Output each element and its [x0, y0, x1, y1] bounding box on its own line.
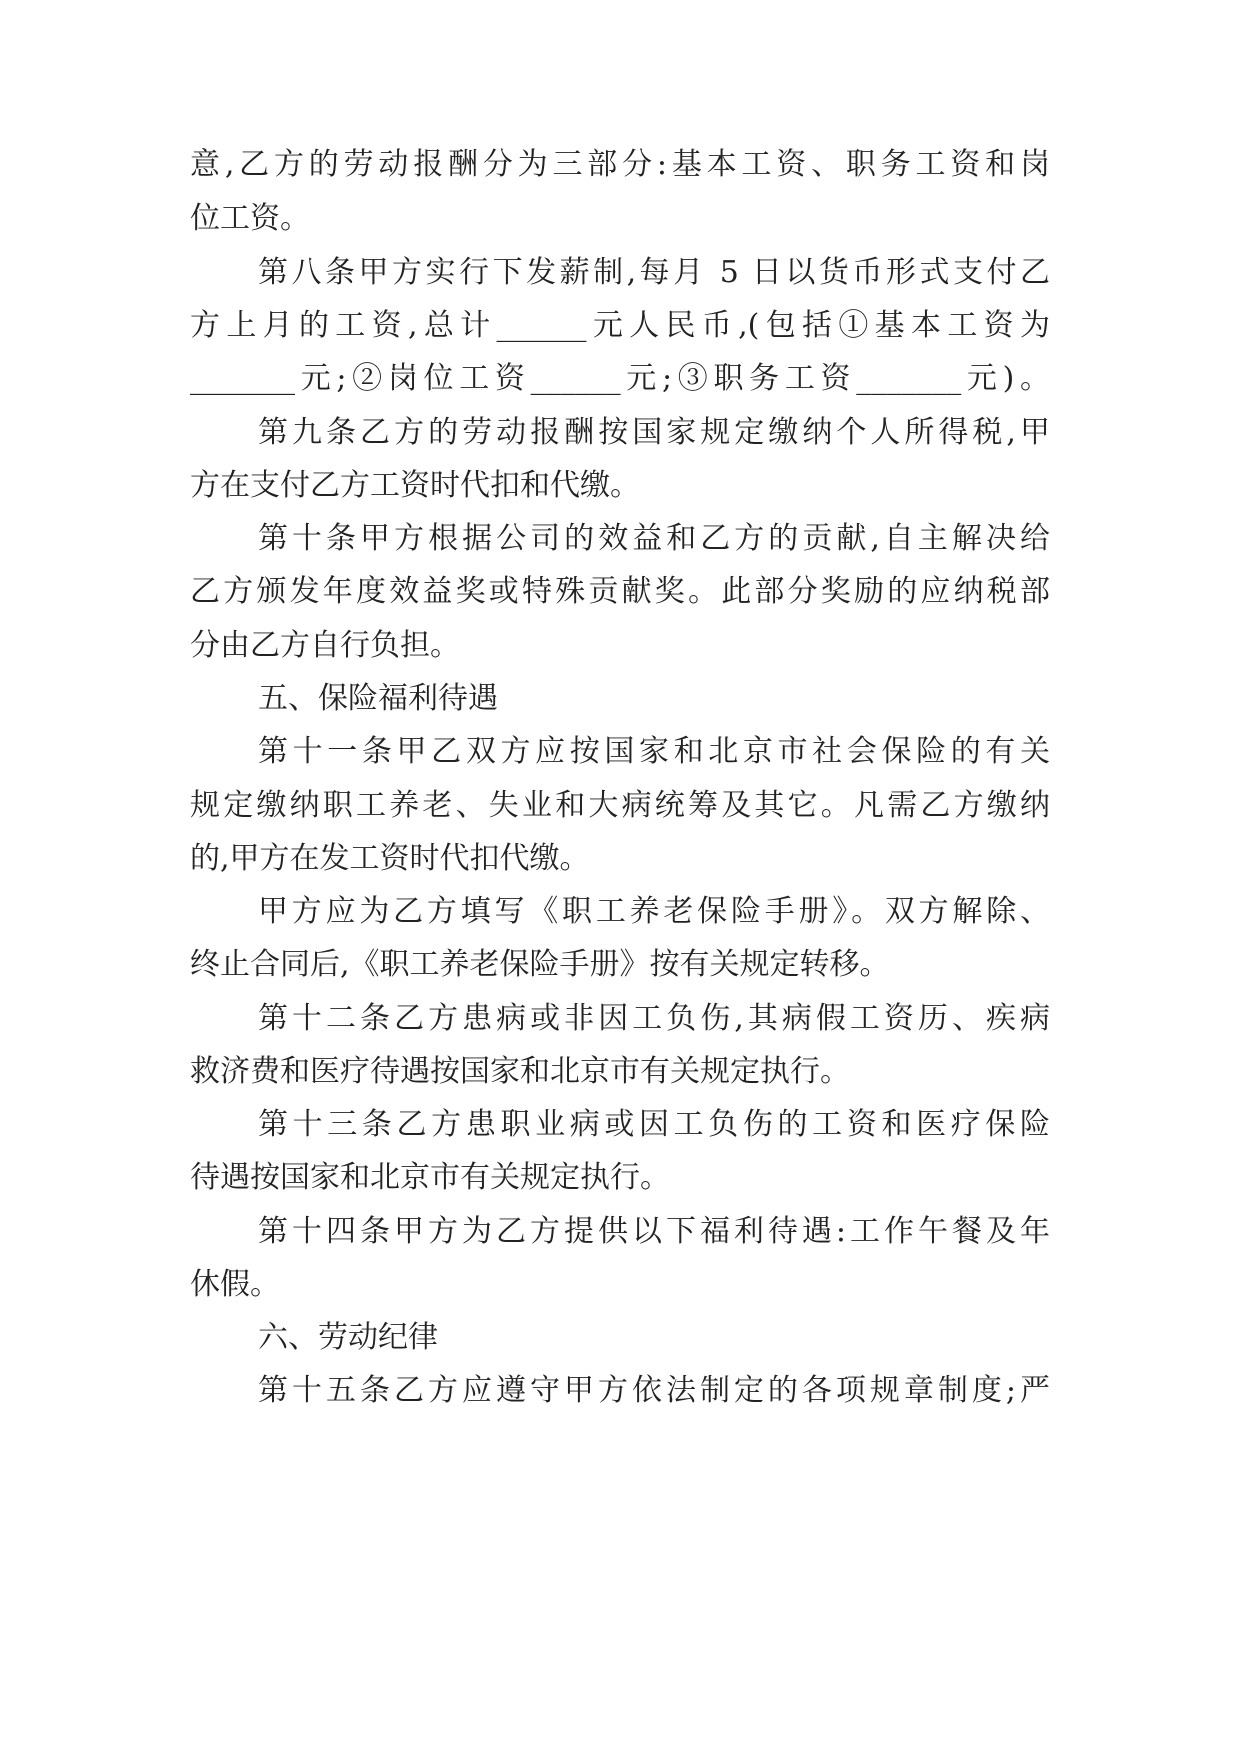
text-line: 第十二条乙方患病或非因工负伤,其病假工资历、疾病: [258, 1001, 1050, 1036]
text-line: 意,乙方的劳动报酬分为三部分:基本工资、职务工资和岗: [190, 147, 1050, 182]
text-line: 第十条甲方根据公司的效益和乙方的贡献,自主解决给: [258, 521, 1050, 556]
text-line: 第十三条乙方患职业病或因工负伤的工资和医疗保险: [258, 1107, 1050, 1142]
text-line: 方在支付乙方工资时代扣和代缴。: [190, 468, 640, 503]
text-line: 第九条乙方的劳动报酬按国家规定缴纳个人所得税,甲: [258, 415, 1050, 450]
section-heading: 六、劳动纪律: [258, 1320, 438, 1355]
section-heading: 五、保险福利待遇: [258, 681, 498, 716]
text-line: 的,甲方在发工资时代扣代缴。: [190, 841, 590, 876]
text-line: 乙方颁发年度效益奖或特殊贡献奖。此部分奖励的应纳税部: [190, 574, 1050, 609]
text-line: 甲方应为乙方填写《职工养老保险手册》。双方解除、: [258, 894, 1050, 929]
text-line: 第十一条甲乙双方应按国家和北京市社会保险的有关: [258, 734, 1050, 769]
text-line: 第八条甲方实行下发薪制,每月 5 日以货币形式支付乙: [258, 255, 1050, 290]
text-line: 第十五条乙方应遵守甲方依法制定的各项规章制度;严: [258, 1373, 1050, 1408]
text-line: 待遇按国家和北京市有关规定执行。: [190, 1160, 670, 1195]
text-line: 位工资。: [190, 201, 310, 236]
text-line: 终止合同后,《职工养老保险手册》按有关规定转移。: [190, 947, 890, 982]
text-line: 分由乙方自行负担。: [190, 628, 460, 663]
text-line: 规定缴纳职工养老、失业和大病统筹及其它。凡需乙方缴纳: [190, 788, 1050, 823]
text-line: 休假。: [190, 1267, 280, 1302]
text-line: 第十四条甲方为乙方提供以下福利待遇:工作午餐及年: [258, 1214, 1050, 1249]
text-line: _______元;②岗位工资______元;③职务工资_______元)。: [190, 361, 1050, 396]
text-line: 方上月的工资,总计______元人民币,(包括①基本工资为: [190, 308, 1050, 343]
text-line: 救济费和医疗待遇按国家和北京市有关规定执行。: [190, 1054, 850, 1089]
